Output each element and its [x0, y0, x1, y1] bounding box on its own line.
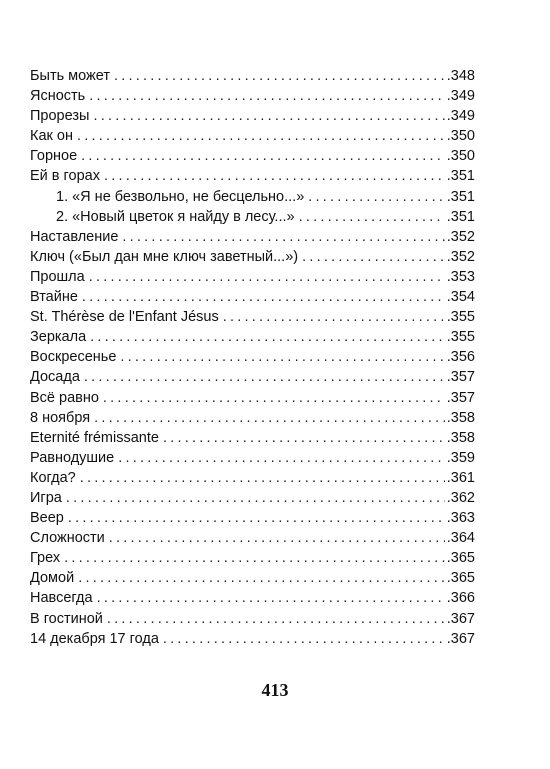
dot-leader: [109, 528, 445, 548]
toc-entry: [30, 629, 475, 649]
toc-entry: [30, 146, 475, 166]
toc-entry-page: .364: [446, 530, 475, 547]
toc-entry: [30, 528, 475, 548]
toc-entry: [30, 287, 475, 307]
toc-entry-title: Прорезы: [30, 108, 90, 125]
toc-entry-page: .357: [446, 369, 475, 386]
dot-leader: [163, 629, 445, 649]
toc-entry: [30, 267, 475, 287]
toc-entry: [30, 468, 475, 488]
toc-entry-title: 14 декабря 17 года: [30, 630, 159, 647]
toc-entry-page: .365: [446, 570, 475, 587]
dot-leader: [302, 247, 445, 267]
toc-entry: [30, 508, 475, 528]
toc-entry-title: 2. «Новый цветок я найду в лесу...»: [56, 208, 295, 225]
dot-leader: [82, 287, 445, 307]
dot-leader: [80, 468, 445, 488]
toc-entry-page: .357: [446, 389, 475, 406]
toc-entry: [30, 347, 475, 367]
toc-entry: [30, 548, 475, 568]
dot-leader: [308, 187, 444, 207]
toc-entry-page: .353: [446, 268, 475, 285]
toc-subentry: [30, 207, 475, 227]
dot-leader: [120, 347, 444, 367]
dot-leader: [114, 66, 445, 86]
toc-entry-title: Грех: [30, 550, 61, 567]
toc-entry-title: Зеркала: [30, 329, 87, 346]
toc-entry-title: Ей в горах: [30, 168, 100, 185]
toc-entry-title: Ключ («Был дан мне ключ заветный...»): [30, 248, 299, 265]
toc-entry-page: .367: [446, 610, 475, 627]
toc-entry: [30, 428, 475, 448]
dot-leader: [103, 388, 445, 408]
dot-leader: [299, 207, 445, 227]
toc-entry: [30, 388, 475, 408]
toc-entry-page: .351: [446, 168, 475, 185]
toc-entry: [30, 488, 475, 508]
toc-entry: [30, 166, 475, 186]
dot-leader: [68, 508, 445, 528]
toc-entry-page: .361: [446, 469, 475, 486]
toc-entry-page: .349: [446, 108, 475, 125]
dot-leader: [97, 588, 445, 608]
toc-entry-page: .358: [446, 409, 475, 426]
dot-leader: [78, 568, 445, 588]
toc-entry-title: St. Thérèse de l'Enfant Jésus: [30, 309, 219, 326]
toc-entry-page: .366: [446, 590, 475, 607]
toc-entry-title: Навсегда: [30, 590, 93, 607]
toc-entry-title: Быть может: [30, 68, 110, 84]
toc-entry-title: Всё равно: [30, 389, 99, 406]
toc-entry: [30, 448, 475, 468]
dot-leader: [64, 548, 445, 568]
toc-entry: [30, 568, 475, 588]
toc-entry-title: Воскресенье: [30, 349, 117, 366]
toc-entry-page: .350: [446, 128, 475, 145]
dot-leader: [89, 267, 445, 287]
toc-entry: [30, 227, 475, 247]
toc-entry-page: .350: [446, 148, 475, 165]
dot-leader: [94, 408, 445, 428]
toc-entry-page: .349: [446, 88, 475, 105]
dot-leader: [89, 86, 445, 106]
toc-entry: [30, 86, 475, 106]
toc-entry-title: Eternité frémissante: [30, 429, 159, 446]
dot-leader: [93, 106, 444, 126]
dot-leader: [163, 428, 445, 448]
toc-entry: [30, 327, 475, 347]
toc-entry-page: .351: [446, 188, 475, 205]
toc-entry-title: Когда?: [30, 469, 76, 486]
toc-entry-title: Как он: [30, 128, 73, 145]
dot-leader: [107, 609, 445, 629]
toc-entry: [30, 588, 475, 608]
toc-entry-title: Домой: [30, 570, 75, 587]
toc-entry-page: .356: [446, 349, 475, 366]
dot-leader: [118, 448, 445, 468]
table-of-contents: [30, 66, 475, 649]
toc-entry: [30, 66, 475, 86]
toc-entry-title: Ясность: [30, 88, 86, 105]
toc-entry: [30, 126, 475, 146]
toc-entry-page: .355: [446, 329, 475, 346]
page-number: 413: [261, 680, 289, 700]
toc-entry-title: Равнодушие: [30, 449, 115, 466]
toc-entry-page: .362: [446, 489, 475, 506]
toc-entry: [30, 609, 475, 629]
toc-entry: [30, 106, 475, 126]
dot-leader: [223, 307, 445, 327]
toc-entry: [30, 408, 475, 428]
toc-entry-page: .358: [446, 429, 475, 446]
toc-entry-title: Досада: [30, 369, 80, 386]
toc-entry-title: Веер: [30, 510, 64, 527]
toc-subentry: [30, 187, 475, 207]
toc-entry-title: Наставление: [30, 228, 119, 245]
dot-leader: [81, 146, 445, 166]
toc-entry-page: .352: [446, 228, 475, 245]
dot-leader: [84, 367, 445, 387]
toc-entry-title: 1. «Я не безвольно, не бесцельно...»: [56, 188, 305, 205]
toc-entry-title: Прошла: [30, 268, 85, 285]
dot-leader: [104, 166, 445, 186]
toc-entry-page: .352: [446, 248, 475, 265]
dot-leader: [77, 126, 445, 146]
toc-entry-title: В гостиной: [30, 610, 103, 627]
toc-entry-page: .365: [446, 550, 475, 567]
dot-leader: [90, 327, 445, 347]
dot-leader: [122, 227, 444, 247]
toc-entry-title: Игра: [30, 489, 62, 506]
toc-entry-page: .363: [446, 510, 475, 527]
toc-entry-page: .348: [446, 68, 475, 84]
toc-entry-page: .351: [446, 208, 475, 225]
toc-entry-title: Втайне: [30, 289, 78, 306]
toc-entry: [30, 367, 475, 387]
toc-entry-page: .359: [446, 449, 475, 466]
toc-entry: [30, 247, 475, 267]
toc-entry: [30, 307, 475, 327]
toc-entry-title: 8 ноября: [30, 409, 91, 426]
toc-entry-page: .367: [446, 630, 475, 647]
toc-entry-title: Горное: [30, 148, 78, 165]
dot-leader: [66, 488, 445, 508]
toc-entry-page: .355: [446, 309, 475, 326]
toc-entry-title: Сложности: [30, 530, 105, 547]
toc-entry-page: .354: [446, 289, 475, 306]
